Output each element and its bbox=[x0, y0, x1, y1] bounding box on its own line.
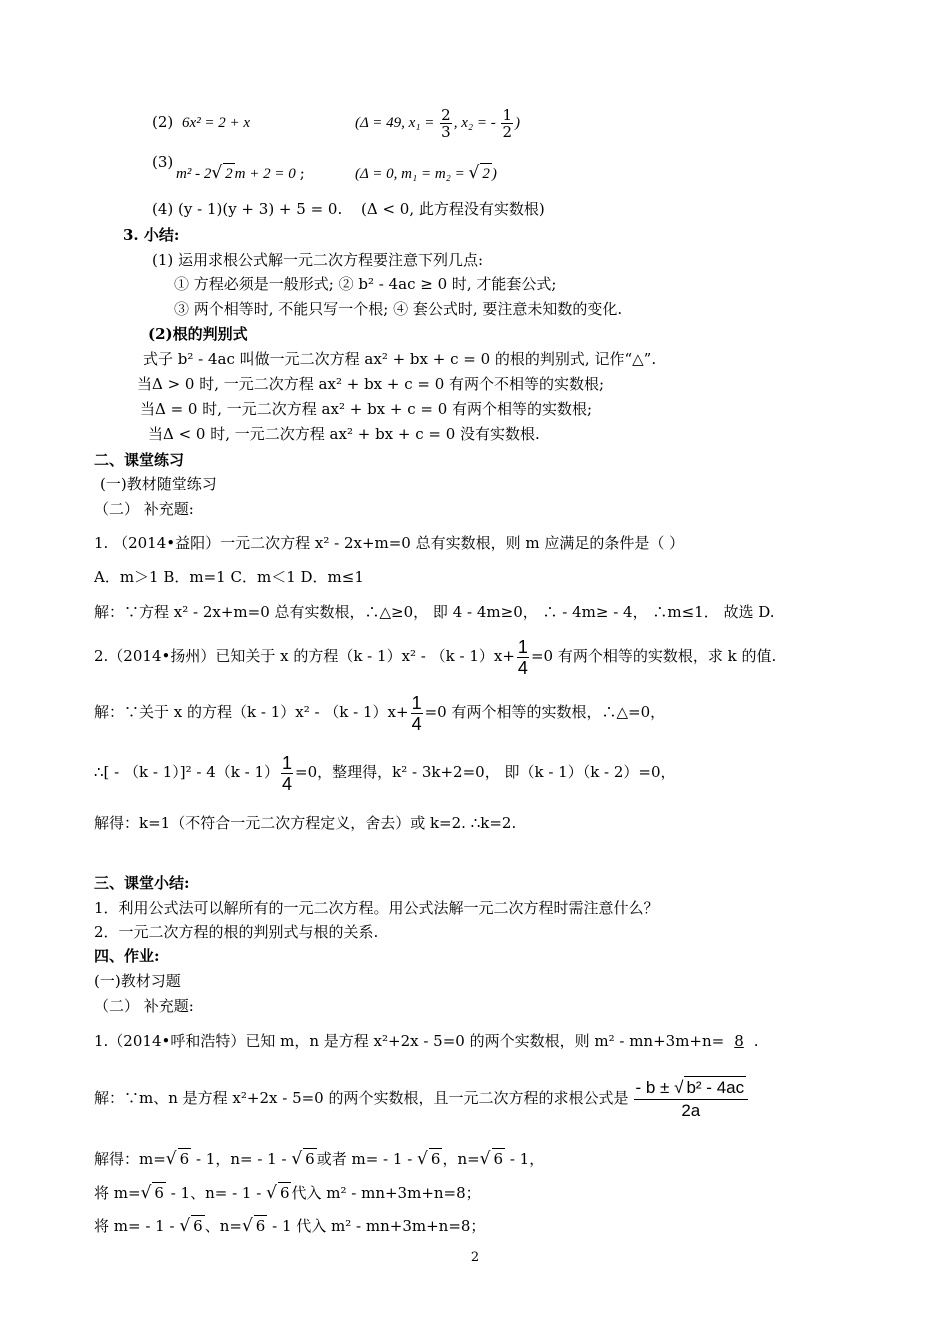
example-3-equation: m² - 2√ 2 m + 2 = 0 ; bbox=[176, 163, 305, 183]
summary-point-1b: ③ 两个相等时, 不能只写一个根; ④ 套公式时, 要注意未知数的变化. bbox=[174, 300, 623, 318]
fraction-one-quarter: $\frac{1}{4}$ bbox=[411, 692, 422, 734]
quadratic-formula: $\frac{\text{- b ± √ b² - 4ac}}{2a}$ bbox=[635, 1076, 748, 1122]
section-homework-heading: 四、作业: bbox=[94, 947, 160, 965]
practice-question-2: 2.（2014•扬州）已知关于 x 的方程（k - 1）x² - （k - 1）x+ $\frac{1}{4}$ =0 有两个相等的实数根，求 k 的值. bbox=[94, 636, 777, 678]
discriminant-definition: 式子 b² - 4ac 叫做一元二次方程 ax² + bx + c = 0 的根的判别式, 记作“△”. bbox=[143, 350, 657, 368]
discriminant-heading: (2)根的判别式 bbox=[148, 325, 248, 343]
answer-blank: 8 bbox=[734, 1032, 744, 1050]
practice-solution-2a: 解：∵关于 x 的方程（k - 1）x² - （k - 1）x+ $\frac{1}{4}$ =0 有两个相等的实数根，∴△=0， bbox=[94, 692, 666, 734]
summary-point-1: (1) 运用求根公式解一元二次方程要注意下列几点: bbox=[152, 251, 484, 269]
fraction-one-quarter: $\frac{1}{4}$ bbox=[282, 752, 293, 794]
summary-heading: 3. 小结: bbox=[123, 226, 180, 244]
homework-solution-1d: 将 m= - 1 - √ 6 、n=√ 6 - 1 代入 m² - mn+3m+n=8； bbox=[94, 1216, 486, 1236]
homework-sub-1: (一)教材习题 bbox=[94, 972, 181, 990]
example-2 bbox=[152, 112, 250, 133]
homework-sub-2: （二） 补充题: bbox=[94, 997, 194, 1015]
homework-solution-1c: 将 m=√ 6 - 1、n= - 1 - √ 6 代入 m² - mn+3m+n=8； bbox=[94, 1183, 481, 1203]
example-2-result: (Δ = 49, x₁ = $\frac{2}{3}$ , x₂ = - $\frac{1}{2}$ ) bbox=[355, 105, 520, 141]
practice-solution-2b: ∴[ - （k - 1）]² - 4（k - 1） $\frac{1}{4}$ =0，整理得，k² - 3k+2=0， 即（k - 1）（k - 2）=0， bbox=[94, 752, 676, 794]
example-3-number: (3) bbox=[152, 153, 174, 171]
fraction-one-half: $\frac{1}{2}$ bbox=[502, 105, 512, 141]
practice-question-1: 1. （2014•益阳）一元二次方程 x² - 2x+m=0 总有实数根，则 m 应满足的条件是（ ） bbox=[94, 534, 685, 552]
class-summary-line-1: 1．利用公式法可以解所有的一元二次方程。用公式法解一元二次方程时需注意什么？ bbox=[94, 899, 659, 917]
discriminant-zero: 当Δ = 0 时, 一元二次方程 ax² + bx + c = 0 有两个相等的实数根; bbox=[140, 400, 593, 418]
discriminant-positive: 当Δ > 0 时, 一元二次方程 ax² + bx + c = 0 有两个不相等的实数根; bbox=[137, 375, 605, 393]
fraction-one-quarter: $\frac{1}{4}$ bbox=[517, 636, 528, 678]
page-number: 2 bbox=[470, 1250, 480, 1265]
practice-question-1-solution: 解：∵方程 x² - 2x+m=0 总有实数根，∴△≥0， 即 4 - 4m≥0， ∴ - 4m≥ - 4， ∴m≤1． 故选 D. bbox=[94, 603, 775, 621]
class-summary-line-2: 2．一元二次方程的根的判别式与根的关系. bbox=[94, 923, 379, 941]
example-3-result: (Δ = 0, m₁ = m₂ = √ 2 ) bbox=[355, 163, 497, 183]
example-2-equation: 6x² = 2 + x bbox=[182, 115, 251, 131]
section-practice-heading: 二、课堂练习 bbox=[94, 451, 185, 469]
practice-sub-2: （二） 补充题: bbox=[94, 500, 194, 518]
practice-question-1-options: A．m＞1 B．m=1 C．m＜1 D．m≤1 bbox=[94, 568, 364, 586]
practice-solution-2c: 解得：k=1（不符合一元二次方程定义，舍去）或 k=2. ∴k=2. bbox=[94, 814, 517, 832]
summary-point-1a: ① 方程必须是一般形式; ② b² - 4ac ≥ 0 时, 才能套公式; bbox=[174, 275, 557, 293]
homework-question-1: 1.（2014•呼和浩特）已知 m，n 是方程 x²+2x - 5=0 的两个实数根，则 m² - mn+3m+n= 8 . bbox=[94, 1032, 759, 1050]
example-2-number: (2) bbox=[152, 113, 174, 131]
homework-solution-1b: 解得：m=√ 6 - 1，n= - 1 - √ 6 或者 m= - 1 - √ 6 ，n=√ 6 - 1， bbox=[94, 1149, 545, 1169]
practice-sub-1: (一)教材随堂练习 bbox=[100, 475, 217, 493]
homework-solution-1a: 解：∵m、n 是方程 x²+2x - 5=0 的两个实数根，且一元二次方程的求根公式是 $\frac{\text{- b ± √ b² - 4ac}}{2a}$ bbox=[94, 1072, 749, 1124]
discriminant-negative: 当Δ < 0 时, 一元二次方程 ax² + bx + c = 0 没有实数根. bbox=[148, 425, 540, 443]
fraction-two-thirds: $\frac{2}{3}$ bbox=[441, 105, 451, 141]
section-class-summary-heading: 三、课堂小结: bbox=[94, 874, 190, 892]
example-4: (4) (y - 1)(y + 3) + 5 = 0. (Δ < 0, 此方程没有实数根) bbox=[152, 200, 545, 218]
